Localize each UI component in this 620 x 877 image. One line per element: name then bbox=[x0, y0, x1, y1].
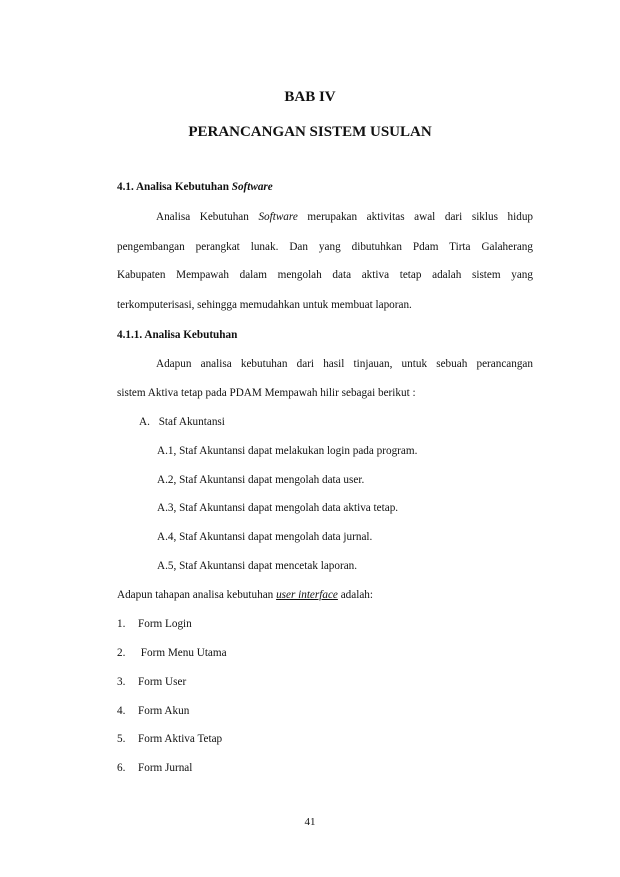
page-number: 41 bbox=[304, 816, 316, 828]
para-line: terkomputerisasi, sehingga memudahkan untuk membuat laporan. bbox=[117, 299, 412, 311]
para-line: Kabupaten Mempawah dalam mengolah data aktiva tetap adalah sistem yang bbox=[117, 269, 533, 281]
form-list-item: 1. Form Login bbox=[117, 618, 192, 630]
para-line: sistem Aktiva tetap pada PDAM Mempawah hilir sebagai berikut : bbox=[117, 387, 416, 399]
requirement-item: A.5, Staf Akuntansi dapat mencetak laporan. bbox=[157, 560, 358, 572]
chapter-subtitle: PERANCANGAN SISTEM USULAN bbox=[188, 124, 432, 140]
form-list-item: 4. Form Akun bbox=[117, 705, 190, 717]
section-number: 4.1. bbox=[117, 181, 134, 193]
form-list-item: 5. Form Aktiva Tetap bbox=[117, 733, 223, 745]
section-heading-text: Analisa Kebutuhan bbox=[144, 329, 238, 341]
form-list-item: 6. Form Jurnal bbox=[117, 762, 193, 774]
chapter-title: BAB IV bbox=[284, 89, 336, 105]
ui-intro: Adapun tahapan analisa kebutuhan user interface adalah: bbox=[117, 589, 373, 601]
requirement-item: A.2, Staf Akuntansi dapat mengolah data user. bbox=[157, 474, 365, 486]
para-line: Analisa Kebutuhan Software merupakan aktivitas awal dari siklus hidup bbox=[156, 211, 534, 223]
requirement-item: A.1, Staf Akuntansi dapat melakukan login pada program. bbox=[157, 445, 418, 457]
actor-list-item bbox=[139, 417, 225, 428]
form-list-item: 3. Form User bbox=[117, 676, 187, 688]
requirement-item: A.3, Staf Akuntansi dapat mengolah data aktiva tetap. bbox=[157, 502, 399, 514]
form-list-item: 2. Form Menu Utama bbox=[117, 647, 227, 659]
section-heading-italic: Software bbox=[231, 181, 273, 193]
para-line: Adapun analisa kebutuhan dari hasil tinjauan, untuk sebuah perancangan bbox=[156, 358, 533, 370]
section-4-1-heading bbox=[117, 182, 273, 193]
section-4-1-1-heading bbox=[117, 330, 237, 341]
requirement-item: A.4, Staf Akuntansi dapat mengolah data jurnal. bbox=[157, 531, 373, 543]
para-line: pengembangan perangkat lunak. Dan yang dibutuhkan Pdam Tirta Galaherang bbox=[117, 241, 533, 253]
section-number: 4.1.1. bbox=[117, 329, 143, 341]
actor-marker: A. bbox=[139, 416, 150, 428]
section-heading-text: Analisa Kebutuhan bbox=[135, 181, 229, 193]
actor-label: Staf Akuntansi bbox=[158, 416, 225, 428]
